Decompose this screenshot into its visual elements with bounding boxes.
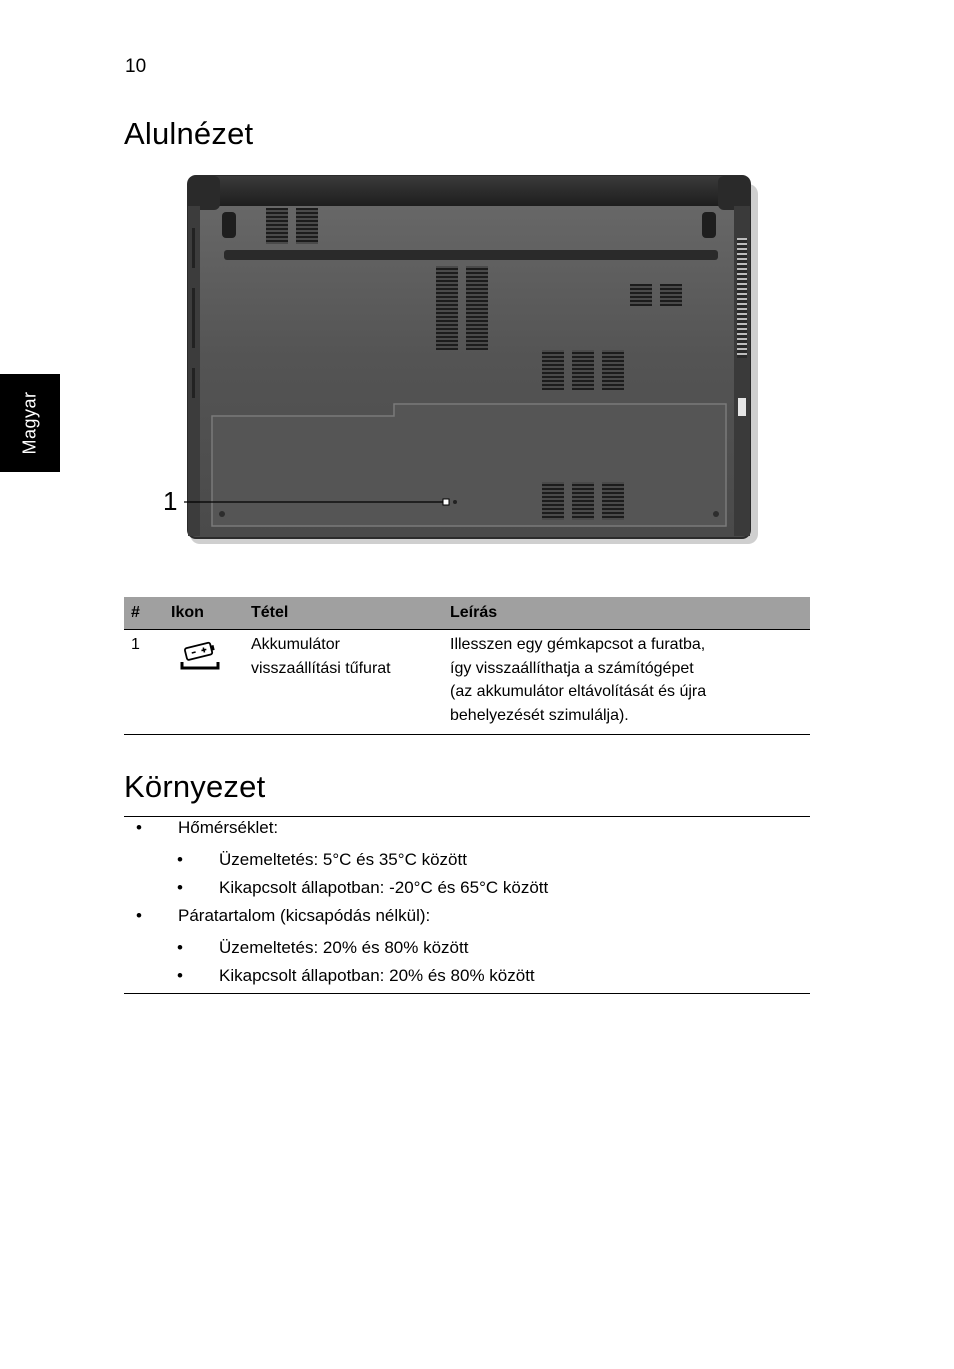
section-title-environment: Környezet	[124, 769, 266, 804]
page-number: 10	[125, 56, 147, 77]
header-description: Leírás	[450, 597, 810, 630]
language-side-tab	[0, 374, 60, 472]
list-item-label: Hőmérséklet:	[178, 818, 279, 837]
battery-reset-icon	[180, 641, 220, 679]
sub-list-item-label: Kikapcsolt állapotban: -20°C és 65°C között	[219, 878, 549, 897]
laptop-bottom-view-illustration	[160, 168, 770, 558]
header-icon: Ikon	[171, 597, 251, 630]
divider-bottom	[124, 993, 810, 994]
bullet: •	[177, 938, 183, 957]
header-number: #	[124, 597, 171, 630]
table-header-row	[124, 597, 810, 630]
row-number: 1	[124, 630, 171, 735]
sub-list-item-label: Üzemeltetés: 5°C és 35°C között	[219, 850, 467, 869]
divider-top	[124, 816, 810, 817]
sub-list-item-label: Kikapcsolt állapotban: 20% és 80% között	[219, 966, 535, 985]
list-item-label: Páratartalom (kicsapódás nélkül):	[178, 906, 431, 925]
table-row	[124, 630, 810, 735]
callout-number: 1	[163, 486, 178, 516]
component-table	[124, 597, 810, 735]
bullet: •	[136, 818, 142, 837]
bullet: •	[177, 966, 183, 985]
section-title-bottom-view: Alulnézet	[124, 116, 254, 151]
bullet: •	[136, 906, 142, 925]
sub-list-item-label: Üzemeltetés: 20% és 80% között	[219, 938, 469, 957]
row-description: Illesszen egy gémkapcsot a furatba, így visszaállíthatja a számítógépet (az akkumulátor eltávolítását és újra behelyezését szimulálja).	[450, 630, 810, 735]
row-item: Akkumulátor visszaállítási tűfurat	[251, 630, 450, 735]
bullet: •	[177, 878, 183, 897]
bullet: •	[177, 850, 183, 869]
header-item: Tétel	[251, 597, 450, 630]
side-tab-label: Magyar	[19, 391, 40, 455]
